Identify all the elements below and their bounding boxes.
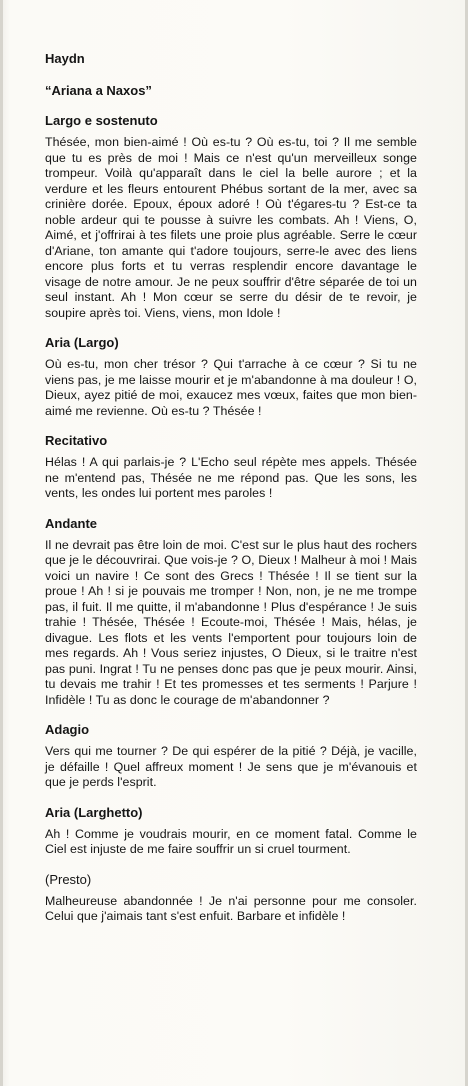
page-left-edge (0, 0, 3, 1086)
section-text: Il ne devrait pas être loin de moi. C'est sur le plus haut des rochers que je le découvrirai. Que vois-je ? O, Dieux ! Malheur à moi ! Mais voici un navire ! Ce sont des Grecs ! Thésée ! Il se tient sur la proue ! Ah ! si je pouvais me tromper ! Non, non, je ne me trompe pas, il fuit. Il me quitte, il m'abandonne ! Plus d'espérance ! Je suis trahie ! Thésée, Thésée ! Ecoute-moi, Thésée ! Mais, hélas, je divague. Les flots et les vents l'emportent pour toujours loin de mes regards. Ah ! Vous seriez injustes, O Dieux, si le traitre n'est pas puni. Ingrat ! Tu ne penses donc pas que je peux mourir. Ainsi, tu devais me trahir ! Et tes promesses et tes serments ! Parjure ! Infidèle ! Tu as donc le courage de m'abandonner ? (45, 537, 417, 707)
section-andante (45, 515, 417, 709)
section-heading: Recitativo (45, 433, 108, 448)
section-largo-e-sostenuto (45, 112, 417, 321)
section-heading: Adagio (45, 722, 90, 737)
section-aria-larghetto (45, 804, 417, 858)
section-heading: Largo e sostenuto (45, 113, 158, 128)
section-heading: Andante (45, 515, 97, 531)
section-adagio (45, 721, 417, 791)
section-text: Où es-tu, mon cher trésor ? Qui t'arrache à ce cœur ? Si tu ne viens pas, je me laisse mourir et je m'abandonne à ma douleur ! O, Dieux, ayez pitié de moi, exaucez mes vœux, faites que mon bien-aimé me revienne. Où es-tu ? Thésée ! (45, 357, 417, 418)
section-heading: (Presto) (45, 871, 92, 887)
section-text: Vers qui me tourner ? De qui espérer de la pitié ? Déjà, je vacille, je défaille ! Quel affreux moment ! Je sens que je m'évanouis et que je perds l'esprit. (45, 744, 417, 789)
section-text: Thésée, mon bien-aimé ! Où es-tu ? Où es-tu, toi ? Il me semble que tu es près de moi ! Mais ce n'est qu'un merveilleux songe trompeur. Voilà qu'apparaît dans le ciel la belle aurore ; et la verdure et les fleurs entourent Phébus sortant de la mer, avec sa crinière dorée. Epoux, époux adoré ! Où t'égares-tu ? Est-ce ta noble ardeur qui te pousse à suivre les combats. Ah ! Viens, O, Aimé, et j'offrirai à tes filets une proie plus agréable. Serre le cœur d'Ariane, ton amante qui t'adore toujours, serre-le avec des liens encore plus forts et tu verras resplendir encore davantage le visage de notre amour. Je ne peux souffrir d'être séparée de toi un seul instant. Ah ! Mon cœur se serre du désir de te revoir, je soupire après toi. Viens, viens, mon Idole ! (45, 135, 417, 320)
section-text: Malheureuse abandonnée ! Je n'ai personne pour me consoler. Celui que j'aimais tant s'est enfuit. Barbare et infidèle ! (45, 893, 417, 923)
section-heading: Aria (Larghetto) (45, 804, 143, 820)
composer-name: Haydn (45, 51, 85, 66)
section-text: Hélas ! A qui parlais-je ? L'Echo seul répète mes appels. Thésée ne m'entend pas, Thésée ne me répond pas. Que les sons, les vents, les ondes lui portent mes paroles ! (45, 455, 417, 500)
section-presto (45, 871, 417, 925)
section-recitativo (45, 432, 417, 502)
section-aria-largo (45, 334, 417, 419)
section-text: Ah ! Comme je voudrais mourir, en ce moment fatal. Comme le Ciel est injuste de me faire souffrir un si cruel tourment. (45, 826, 417, 856)
section-heading: Aria (Largo) (45, 335, 119, 350)
libretto-content (45, 50, 417, 938)
work-title: “Ariana a Naxos” (45, 83, 152, 98)
